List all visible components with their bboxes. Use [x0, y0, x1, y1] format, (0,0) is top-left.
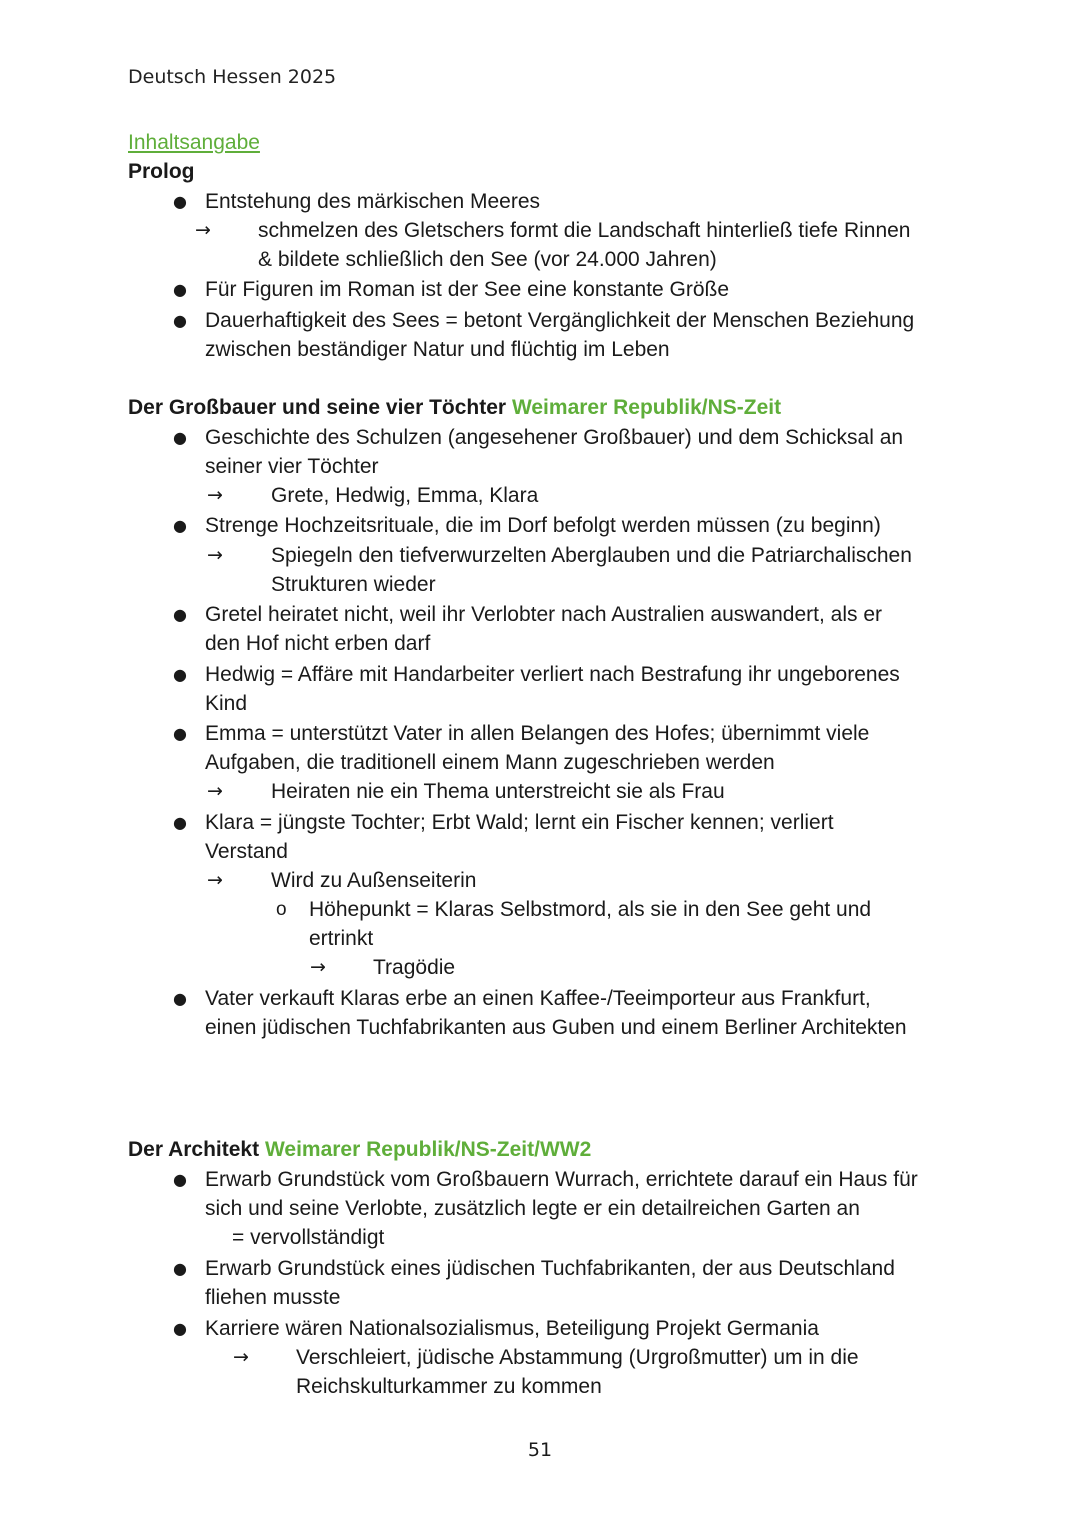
arrow-right-icon: → — [195, 219, 211, 241]
arrow-right-icon: → — [310, 956, 326, 978]
list-item: fliehen musste — [205, 1286, 341, 1309]
list-item: ertrinkt — [309, 927, 374, 950]
section-heading-prolog: Prolog — [128, 160, 195, 183]
bullet-icon: ● — [173, 1259, 187, 1278]
bullet-icon: ● — [173, 724, 187, 743]
list-item: einen jüdischen Tuchfabrikanten aus Guben und einem Berliner Architekten — [205, 1016, 907, 1039]
arrow-right-icon: → — [207, 869, 223, 891]
list-item: Strenge Hochzeitsrituale, die im Dorf befolgt werden müssen (zu beginn) — [205, 514, 881, 537]
page-header: Deutsch Hessen 2025 — [128, 66, 337, 88]
list-item: Erwarb Grundstück eines jüdischen Tuchfabrikanten, der aus Deutschland — [205, 1257, 895, 1280]
era-label: Weimarer Republik/NS-Zeit/WW2 — [264, 1138, 592, 1161]
list-item: Dauerhaftigkeit des Sees = betont Vergänglichkeit der Menschen Beziehung — [205, 309, 915, 332]
list-item: Heiraten nie ein Thema unterstreicht sie als Frau — [271, 780, 725, 803]
bullet-icon: ● — [173, 813, 187, 832]
arrow-right-icon: → — [207, 544, 223, 566]
list-item: Vater verkauft Klaras erbe an einen Kaffee-/Teeimporteur aus Frankfurt, — [205, 987, 871, 1010]
list-item: Entstehung des märkischen Meeres — [205, 190, 541, 213]
list-item: & bildete schließlich den See (vor 24.000 Jahren) — [258, 248, 717, 271]
list-item: Für Figuren im Roman ist der See eine konstante Größe — [205, 278, 730, 301]
list-item: Aufgaben, die traditionell einem Mann zugeschrieben werden — [205, 751, 775, 774]
bullet-icon: ● — [173, 605, 187, 624]
list-item: Verstand — [205, 840, 288, 863]
list-item: seiner vier Töchter — [205, 455, 379, 478]
bullet-icon: ● — [173, 311, 187, 330]
bullet-icon: ● — [173, 1319, 187, 1338]
list-item: Reichskulturkammer zu kommen — [296, 1375, 602, 1398]
bullet-icon: ● — [173, 989, 187, 1008]
list-item: Verschleiert, jüdische Abstammung (Urgroßmutter) um in die — [296, 1346, 859, 1369]
inhaltsangabe-link[interactable]: Inhaltsangabe — [128, 131, 260, 154]
bullet-icon: ● — [173, 428, 187, 447]
list-item: Emma = unterstützt Vater in allen Belangen des Hofes; übernimmt viele — [205, 722, 870, 745]
bullet-icon: ● — [173, 1170, 187, 1189]
list-item: Geschichte des Schulzen (angesehener Großbauer) und dem Schicksal an — [205, 426, 904, 449]
list-item: Erwarb Grundstück vom Großbauern Wurrach, errichtete darauf ein Haus für — [205, 1168, 918, 1191]
heading-text: Der Großbauer und seine vier Töchter — [128, 396, 507, 419]
bullet-icon: ● — [173, 192, 187, 211]
arrow-right-icon: → — [233, 1346, 249, 1368]
section-heading-architekt — [128, 1135, 591, 1164]
bullet-icon: ● — [173, 665, 187, 684]
arrow-right-icon: → — [207, 484, 223, 506]
list-item: Hedwig = Affäre mit Handarbeiter verliert nach Bestrafung ihr ungeborenes — [205, 663, 900, 686]
list-item: Wird zu Außenseiterin — [271, 869, 477, 892]
list-item: Grete, Hedwig, Emma, Klara — [271, 484, 539, 507]
bullet-icon: ● — [173, 516, 187, 535]
list-item: Gretel heiratet nicht, weil ihr Verlobter nach Australien auswandert, als er — [205, 603, 883, 626]
list-item: Klara = jüngste Tochter; Erbt Wald; lernt ein Fischer kennen; verliert — [205, 811, 834, 834]
list-item: zwischen beständiger Natur und flüchtig im Leben — [205, 338, 670, 361]
circle-bullet-icon: o — [276, 899, 287, 920]
heading-text: Der Architekt — [128, 1138, 260, 1161]
arrow-right-icon: → — [207, 780, 223, 802]
list-item: Höhepunkt = Klaras Selbstmord, als sie in den See geht und — [309, 898, 872, 921]
list-item: Strukturen wieder — [271, 573, 436, 596]
list-item: Karriere wären Nationalsozialismus, Beteiligung Projekt Germania — [205, 1317, 819, 1340]
list-item: den Hof nicht erben darf — [205, 632, 431, 655]
list-item: sich und seine Verlobte, zusätzlich legte er ein detailreichen Garten an — [205, 1197, 860, 1220]
page-number: 51 — [527, 1439, 553, 1461]
list-item: = vervollständigt — [232, 1226, 385, 1249]
era-label: Weimarer Republik/NS-Zeit — [511, 396, 782, 419]
list-item: Tragödie — [373, 956, 456, 979]
section-heading-grossbauer — [128, 393, 781, 422]
list-item: Spiegeln den tiefverwurzelten Aberglauben und die Patriarchalischen — [271, 544, 912, 567]
list-item: Kind — [205, 692, 248, 715]
list-item: schmelzen des Gletschers formt die Landschaft hinterließ tiefe Rinnen — [258, 219, 911, 242]
bullet-icon: ● — [173, 280, 187, 299]
